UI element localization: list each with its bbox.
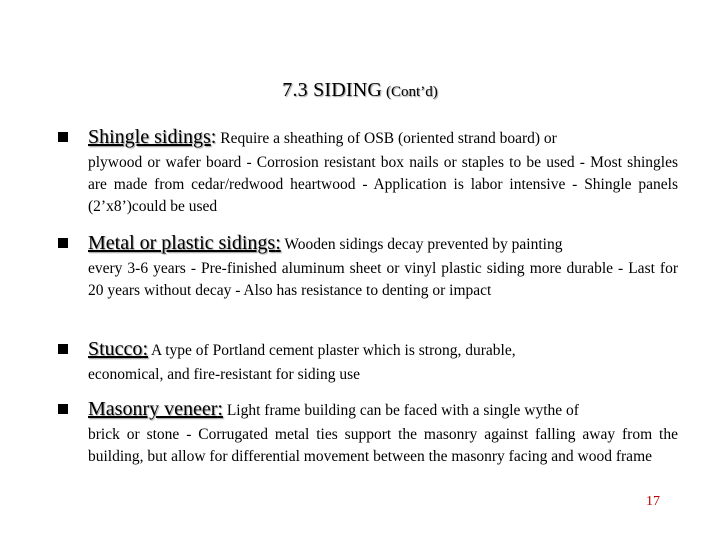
bullet-lead-text: Require a sheathing of OSB (oriented strand board) or <box>216 130 557 147</box>
bullet-lead-text: A type of Portland cement plaster which is strong, durable, <box>148 342 516 359</box>
bullet-lead-text: Wooden sidings decay prevented by painting <box>280 236 563 253</box>
bullet-lead-line <box>88 334 678 364</box>
bullet-lead-line <box>88 228 678 258</box>
bullet-colon: : <box>275 232 281 254</box>
bullet-lead-line <box>88 394 678 424</box>
bullet-colon: : <box>210 126 217 148</box>
bullet-lead-text: Light frame building can be faced with a single wythe of <box>222 402 579 419</box>
bullet-metal-plastic-sidings <box>58 228 678 302</box>
bullet-body-text: economical, and fire-resistant for siding use <box>88 366 361 383</box>
bullet-text <box>88 334 678 386</box>
bullet-masonry-veneer <box>58 394 678 468</box>
bullet-term: Metal or plastic sidings <box>88 232 276 254</box>
bullet-shingle-sidings <box>58 122 678 218</box>
bullet-text <box>88 394 678 468</box>
bullet-colon: : <box>217 398 223 420</box>
bullet-body-text: every 3-6 years - Pre-finished aluminum sheet or vinyl plastic siding more durable - Last for 20 years without decay - Also has resistance to denting or impact <box>88 260 678 299</box>
bullet-term: Stucco <box>88 338 143 360</box>
bullet-stucco <box>58 334 678 386</box>
title-subtitle: (Cont’d) <box>386 84 438 100</box>
bullet-colon: : <box>142 338 148 360</box>
bullet-lead-line <box>88 122 678 152</box>
bullet-square-icon <box>58 132 68 142</box>
title-text: 7.3 SIDING <box>282 79 383 101</box>
page-number: 17 <box>646 494 660 509</box>
slide-title <box>0 78 720 104</box>
bullet-square-icon <box>58 344 68 354</box>
bullet-body-text: brick or stone - Corrugated metal ties support the masonry against falling away from the building, but allow for differential movement between the masonry facing and wood frame <box>88 426 678 465</box>
bullet-text <box>88 122 678 218</box>
bullet-square-icon <box>58 404 68 414</box>
bullet-square-icon <box>58 238 68 248</box>
bullet-text <box>88 228 678 302</box>
bullet-term: Masonry veneer <box>88 398 218 420</box>
bullet-body-text: plywood or wafer board - Corrosion resistant box nails or staples to be used - Most shingles are made from cedar/redwood heartwood - Application is labor intensive - Shingle panels (2’x8’)could be used <box>88 154 678 215</box>
bullet-term: Shingle sidings <box>88 126 211 148</box>
